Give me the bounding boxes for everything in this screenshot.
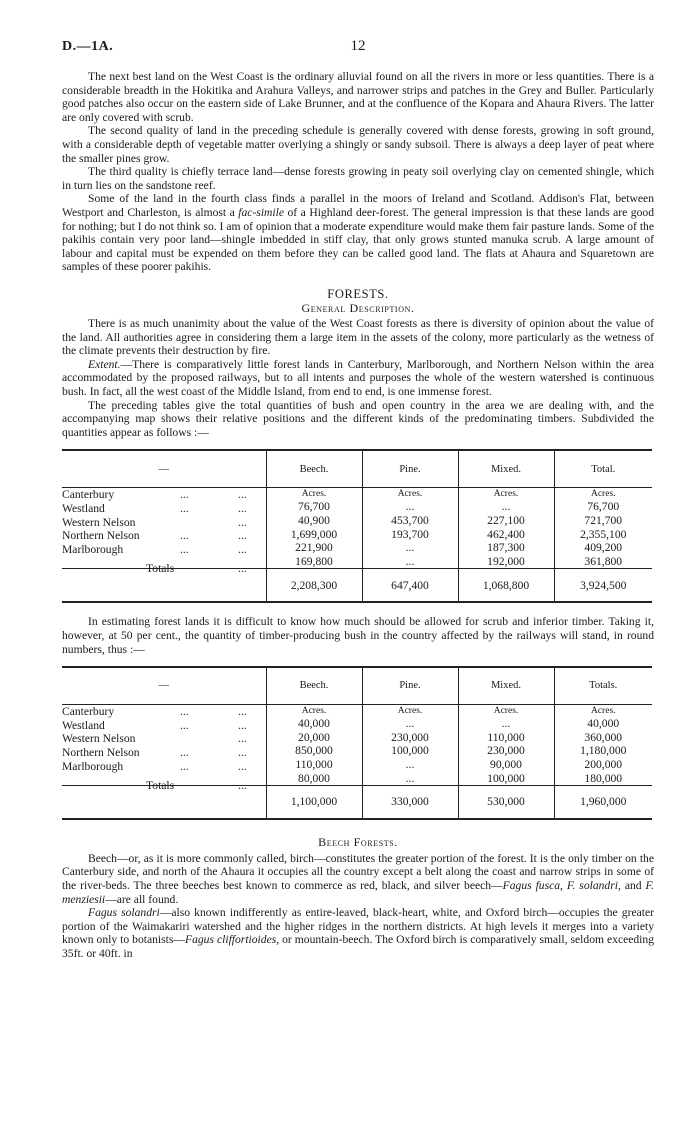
column-header: Beech. (266, 667, 362, 705)
unit-label: Acres. (590, 489, 616, 500)
table-cell: 1,699,000 (290, 527, 338, 541)
leader-dots: ... (238, 718, 247, 732)
mixed-column (458, 705, 554, 786)
paragraph-forest-value: There is as much unanimity about the value of the West Coast forests as there is diversity of opinion about the value of the land. All authorities agree in considering them a large item in the assets of the colony, more particularly as the wetness of the climate prevents their destruction by fire. (62, 317, 654, 358)
text-span: and (620, 878, 646, 892)
table-row-label (62, 502, 266, 516)
table-header-row (62, 667, 652, 705)
table-cell: ... (405, 500, 415, 514)
table-cell: 40,000 (298, 717, 330, 731)
table-cell: ... (501, 717, 511, 731)
leader-dots: ... (238, 745, 247, 759)
table-row-label (62, 719, 266, 733)
leader-dots: ... (238, 562, 247, 576)
page (62, 40, 654, 961)
beech-column (266, 705, 362, 786)
table-cell: 169,800 (295, 554, 333, 568)
table-cell: 2,208,300 (266, 569, 362, 603)
totals-label: Totals (146, 562, 175, 576)
table-row-label (62, 746, 266, 760)
leader-dots: ... (238, 705, 247, 719)
column-header: Totals. (554, 667, 652, 705)
paragraph-extent (62, 358, 654, 399)
leader-dots: ... (238, 515, 247, 529)
table-cell: 100,000 (487, 771, 525, 785)
table-cell: 1,960,000 (554, 786, 652, 820)
totals-row (62, 569, 652, 603)
table-cell: ... (405, 554, 415, 568)
pine-column (362, 705, 458, 786)
table-cell: 462,400 (487, 527, 525, 541)
table-cell: 110,000 (295, 757, 333, 771)
table-cell: 187,300 (487, 541, 525, 555)
emphasis: fac-simile (238, 205, 284, 219)
leader-dots: ... (238, 488, 247, 502)
total-column (554, 705, 652, 786)
table-cell: 721,700 (584, 514, 623, 528)
leader-dots: ... (238, 529, 247, 543)
forest-quantities-table (62, 449, 652, 603)
table-cell: ... (501, 500, 511, 514)
leader-dots: ... (238, 779, 247, 793)
table-cell: 76,700 (298, 500, 330, 514)
district-name: Western Nelson (62, 732, 136, 746)
table-cell: ... (405, 541, 415, 555)
paragraph-fagus-solandri (62, 906, 654, 960)
text-span: of a Highland deer-forest. The general impression is that these lands are good for nothing; but I do not think so. I am of opinion that a moderate expenditure would make them fair pasture lands. Some of the pakihis contain very poor land—shingle imbedded in stiff clay, that only grows stunted manuka scrub. A large amount of labour and capital must be expended on them before they can be called good land. The flats at Ahaura and Squaretown are samples of these poorer pakihis. (62, 205, 654, 274)
totals-label-cell (62, 779, 266, 820)
district-name: Northern Nelson (62, 745, 140, 759)
subheading-general-description: General Description. (301, 300, 415, 315)
table-row-label (62, 516, 266, 530)
totals-label-cell (62, 562, 266, 603)
table-row-label (62, 760, 266, 774)
emphasis: Fagus solandri (88, 906, 160, 920)
unit-label: Acres. (301, 489, 327, 500)
emphasis: Fagus fusca, F. solandri, (502, 878, 621, 892)
district-name: Canterbury (62, 488, 115, 502)
timber-bush-table (62, 666, 652, 820)
table-cell: 1,068,800 (458, 569, 554, 603)
unit-label: Acres. (301, 706, 327, 717)
column-header: Pine. (362, 667, 458, 705)
leader-dots: ... (238, 759, 247, 773)
emphasis: F. menziesii (62, 878, 654, 906)
table-cell: 200,000 (584, 757, 623, 771)
paragraph-beech (62, 852, 654, 906)
table-header-row (62, 450, 652, 488)
table-cell: 3,924,500 (554, 569, 652, 603)
leader-dots: ... (238, 542, 247, 556)
unit-label: Acres. (397, 706, 423, 717)
text-span: —are all found. (105, 892, 179, 906)
table-cell: 360,000 (584, 730, 623, 744)
table-cell: 227,100 (487, 514, 525, 528)
leader-dots: ... (238, 732, 247, 746)
leader-dots: ... (180, 718, 189, 732)
unit-label: Acres. (493, 489, 519, 500)
table-cell: 80,000 (298, 771, 330, 785)
district-name: Marlborough (62, 759, 124, 773)
column-header: Pine. (362, 450, 458, 488)
emphasis: Fagus cliffortioides, (185, 933, 280, 947)
table-cell: 361,800 (584, 554, 623, 568)
section-heading-forests: FORESTS. (327, 286, 389, 301)
table-cell: 230,000 (487, 744, 525, 758)
leader-dots: ... (180, 705, 189, 719)
paragraph-estimating: In estimating forest lands it is difficult to know how much should be allowed for scrub and inferior timber. Taking it, however, at 50 per cent., the quantity of timber-producing bush in the country affected by the railways will stand, in round numbers, thus :— (62, 615, 654, 656)
district-name: Westland (62, 718, 105, 732)
table-body (62, 488, 652, 569)
section-heading-beech-forests: Beech Forests. (318, 835, 398, 850)
column-header: Mixed. (458, 667, 554, 705)
table-cell: 330,000 (362, 786, 458, 820)
district-name: Marlborough (62, 542, 124, 556)
table-cell: 409,200 (584, 541, 623, 555)
district-name: Canterbury (62, 705, 115, 719)
table-body (62, 705, 652, 786)
table-cell: 90,000 (490, 757, 522, 771)
table-row-label (62, 488, 266, 502)
leader-dots: ... (180, 542, 189, 556)
column-header: — (158, 680, 169, 692)
text-span: Some of the land in the fourth class finds a parallel in the moors of Ireland and Scotland. Addison's Flat, between Westport and Charleston, is almost a (62, 192, 654, 219)
table-row-label (62, 705, 266, 719)
table-cell: ... (405, 757, 415, 771)
table-cell: 76,700 (587, 500, 620, 514)
text-span: or mountain-beech. The Oxford birch is comparatively small, seldom exceeding 35ft. or 40ft. in (62, 933, 654, 960)
leader-dots: ... (238, 502, 247, 516)
paragraph-alluvial: The next best land on the West Coast is the ordinary alluvial found on all the rivers in more or less quantities. There is a considerable breadth in the Hokitika and Arahura Valleys, and narrower strips and patches in the Grey and Buller. Particularly good patches also occur on the eastern side of Lake Brunner, and at the confluence of the Kopara and Ahaura Rivers. The latter are only covered with scrub. (62, 70, 654, 124)
table-cell: 850,000 (295, 744, 333, 758)
table-cell: ... (405, 717, 415, 731)
column-header: Total. (554, 450, 652, 488)
district-name: Northern Nelson (62, 529, 140, 543)
table-cell: 230,000 (391, 730, 429, 744)
column-header: — (158, 463, 169, 475)
table-cell: 647,400 (362, 569, 458, 603)
table-cell: 1,180,000 (580, 744, 627, 758)
table-cell: 453,700 (391, 514, 429, 528)
table-cell: 20,000 (298, 730, 330, 744)
table-cell: 193,700 (391, 527, 429, 541)
table-row-label (62, 732, 266, 746)
totals-row (62, 786, 652, 820)
paragraph-third-quality: The third quality is chiefly terrace land—dense forests growing in peaty soil overlying clay on cemented shingle, which in turn lies on the sandstone reef. (62, 165, 654, 192)
table-cell: 2,355,100 (580, 527, 627, 541)
beech-column (266, 488, 362, 569)
leader-dots: ... (180, 745, 189, 759)
paragraph-second-quality: The second quality of land in the preceding schedule is generally covered with dense forests, growing in soft ground, with a considerable depth of vegetable matter overlying a shingly or sandy subsoil. There is always a deep layer of peat where the smaller pines grow. (62, 124, 654, 165)
district-name: Western Nelson (62, 515, 136, 529)
text-span: Beech—or, as it is more commonly called, birch—constitutes the greater portion of the forest. It is the only timber on the Canterbury side, and north of the Ahaura it occupies all the country except a belt along the coast and narrow strips in some of the river-beds. The three beeches best known to commerce as red, black, and silver beech— (62, 851, 654, 892)
running-header (62, 40, 654, 70)
paragraph-preceding-tables: The preceding tables give the total quantities of bush and open country in the area we are dealing with, and the accompanying map shows their relative positions and the different kinds of the predominating timbers. Subdivided the quantities appear as follows :— (62, 398, 654, 439)
page-number: 12 (350, 38, 366, 54)
text-span: —There is comparatively little forest lands in Canterbury, Marlborough, and Northern Nelson within the area accommodated by the proposed railways, but to all intents and purposes the whole of the western watershed is continuous bush. In fact, all the west coast of the Middle Island, from end to end, is one immense forest. (62, 357, 654, 399)
pine-column (362, 488, 458, 569)
leader-dots: ... (180, 502, 189, 516)
totals-label: Totals (146, 779, 175, 793)
table-row-label (62, 543, 266, 557)
mixed-column (458, 488, 554, 569)
column-header: Mixed. (458, 450, 554, 488)
leader-dots: ... (180, 529, 189, 543)
total-column (554, 488, 652, 569)
unit-label: Acres. (397, 489, 423, 500)
unit-label: Acres. (590, 706, 616, 717)
table-cell: 180,000 (584, 771, 623, 785)
leader-dots: ... (180, 488, 189, 502)
paragraph-fourth-class (62, 192, 654, 274)
column-header: Beech. (266, 450, 362, 488)
table-cell: 1,100,000 (266, 786, 362, 820)
document-reference: D.—1A. (62, 39, 114, 54)
table-cell: 110,000 (487, 730, 525, 744)
table-cell: 192,000 (487, 554, 525, 568)
table-cell: 40,900 (298, 514, 330, 528)
emphasis: Extent. (88, 357, 121, 371)
row-labels (62, 705, 266, 786)
text-span: —also known indifferently as entire-leaved, black-heart, white, and Oxford birch—occupies the greater portion of the Waimakariri watershed and the higher ridges in the northern districts. At high levels it merges into a variety known only to botanists— (62, 906, 654, 947)
district-name: Westland (62, 502, 105, 516)
leader-dots: ... (180, 759, 189, 773)
table-cell: 530,000 (458, 786, 554, 820)
table-row-label (62, 529, 266, 543)
table-cell: 221,900 (295, 541, 333, 555)
table-cell: ... (405, 771, 415, 785)
table-cell: 40,000 (587, 717, 620, 731)
table-cell: 100,000 (391, 744, 429, 758)
row-labels (62, 488, 266, 569)
unit-label: Acres. (493, 706, 519, 717)
